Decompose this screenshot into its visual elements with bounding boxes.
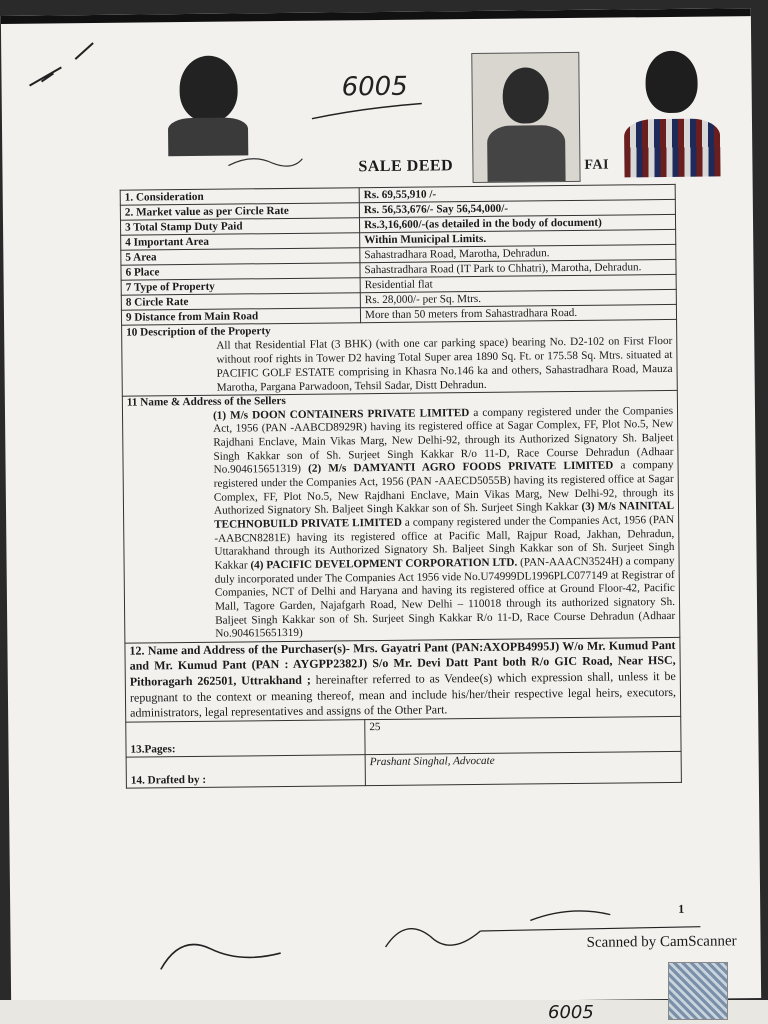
row-value: Rs.3,16,600/-(as detailed in the body of document) [359,214,675,232]
drafted-label: 14. Drafted by : [126,754,365,788]
pages-label: 13.Pages: [126,719,365,757]
sellers-cell [122,390,680,643]
description-row [122,319,678,396]
deed-table [120,184,682,789]
row-label: 9 Distance from Main Road [121,308,360,326]
document-title [358,157,610,176]
purchasers-cell [125,637,681,722]
seller-3-text: a company registered under the Companies Act, 1956 (PAN -AABCN8281E) having its registered office at Pacific Mall, Rajpur Road, Jakhan, Dehradun, Uttarakhand through its Authorized Signatory Sh. Baljeet Singh Kakkar son of Sh. Surjeet Singh Kakkar [214,513,675,572]
row-label: 7 Type of Property [121,278,360,296]
scanner-watermark: Scanned by CamScanner [586,933,737,951]
seller-1-text: a company registered under the Companies Act, 1956 (PAN -AABCD8929R) having its registered office at Sagar Complex, FF, Plot No.5, New Rajdhani Enclave, Main Vikas Marg, New Delhi-92, through its Authorized Signatory Sh. Baljeet Singh Kakkar son of Sh. Surjeet Singh Kakkar R/o 11-D, Race Course Dehradun (Adhaar No.904615651319) [213,404,674,477]
title-fragment: FAI [584,157,610,173]
row-value: Rs. 56,53,676/- Say 56,54,000/- [359,199,675,217]
page-number: 1 [678,901,685,916]
sellers-text [127,405,675,643]
row-label: 8 Circle Rate [121,293,360,311]
row-value: Within Municipal Limits. [360,229,676,247]
row-label: 6 Place [121,263,360,281]
row-value: Rs. 69,55,910 /- [359,184,675,202]
stamp-number: 6005 [341,71,408,103]
description-heading: 10 Description of the Property [126,325,271,339]
drafted-row [126,751,681,788]
row-label: 4 Important Area [121,233,360,251]
purchasers-heading: 12. Name and Address of the Purchaser(s)- [129,641,350,658]
pages-row [126,716,681,757]
row-value: More than 50 meters from Sahastradhara Road. [360,304,676,322]
document-title-text: SALE DEED [358,157,454,176]
purchasers-row [125,637,681,722]
row-value: Sahastradhara Road (IT Park to Chhatri), Marotha, Dehradun. [360,259,676,277]
row-label: 3 Total Stamp Duty Paid [120,218,359,236]
description-text: All that Residential Flat (3 BHK) (with one car parking space) bearing No. D2-102 on First Floor without roof rights in Tower D2 having Total Super area 1890 Sq. Ft. or 175.58 Sq. Mtrs. situated at PACIFIC GOLF ESTATE comprising in Khasra No.146 ka and others, Sahastradhara Road, Mauza Marotha, Pargana Parwadoon, Tehsil Sadar, Distt Dehradun. [216,334,673,394]
seller-1-name: (1) M/s DOON CONTAINERS PRIVATE LIMITED [212,406,470,422]
purchasers-names: Mrs. Gayatri Pant (PAN:AXOPB4995J) W/o Mr. Kumud Pant and Mr. Kumud Pant (PAN : AYGPP2382J) S/o Mr. Devi Datt Pant both R/o GIC Road, Near HSC, Pithoragarh 262501, Uttrakhand ; [129,637,676,689]
drafted-value: Prashant Singhal, Advocate [365,751,681,785]
seller-3-name: (3) M/s NAINITAL TECHNOBUILD PRIVATE LIMITED [214,500,675,531]
seller-2-name: (2) M/s DAMYANTI AGRO FOODS PRIVATE LIMITED [308,459,614,476]
row-value: Residential flat [360,274,676,292]
seller-4-name: (4) PACIFIC DEVELOPMENT CORPORATION LTD. [250,556,518,572]
description-cell [122,319,678,396]
next-page-strip [0,1000,768,1024]
row-label: 1. Consideration [120,188,359,206]
sellers-heading: 11 Name & Address of the Sellers [126,394,286,409]
sellers-row [122,390,680,643]
row-label: 5 Area [121,248,360,266]
pages-value: 25 [365,716,681,754]
seller-2-text: a company registered under the Companies Act, 1956 (PAN -AAECD5055B) having its registered office at Sagar Complex, FF, Plot No.5, New Rajdhani Enclave, Main Vikas Marg, New Delhi-92, through its Authorized Signatory Sh. Baljeet Singh Kakkar son of Sh. Surjeet Singh Kakkar [213,459,674,517]
row-value: Sahastradhara Road, Marotha, Dehradun. [360,244,676,262]
row-label: 2. Market value as per Circle Rate [120,203,359,221]
seller-4-text: (PAN-AAACN3524H) a company duly incorporated under The Companies Act 1956 vide No.U74999DL1996PLC077149 at Registrar of Companies, NCT of Delhi and Haryana and having its registered office at Ground Floor-42, Pacific Mall, Tagore Garden, Najafgarh Road, New Delhi – 110018 through its authorized signatory Sh. Baljeet Singh Kakkar son of Sh. Surjeet Singh Kakkar R/o 11-D, Race Course Dehradun (Adhaar No.904615651319) [214,554,676,640]
deed-page [1,8,761,1006]
next-page-stamp: 6005 [548,1002,594,1023]
row-value: Rs. 28,000/- per Sq. Mtrs. [360,289,676,307]
stamp-seal-icon [668,962,728,1020]
purchasers-text: hereinafter referred to as Vendee(s) which expression shall, unless it be repugnant to the context or meaning thereof, mean and include his/her/their respective legal heirs, executors, administrators, legal representatives and assigns of the Other Part. [129,668,677,720]
